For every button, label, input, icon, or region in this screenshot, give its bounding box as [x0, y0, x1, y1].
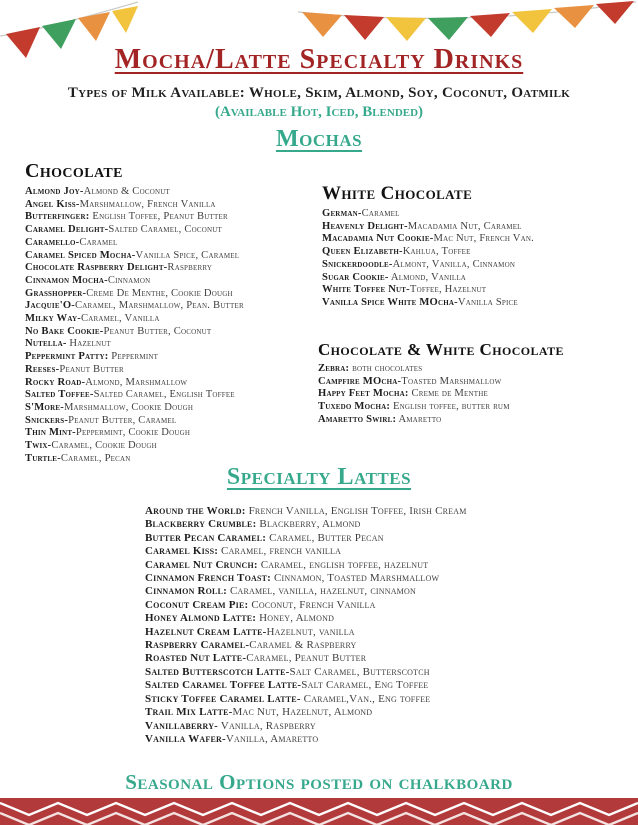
- seasonal-options-note: Seasonal Options posted on chalkboard: [125, 770, 513, 794]
- item-description: Peppermint: [108, 351, 159, 363]
- item-name: German-: [322, 208, 362, 219]
- item-name: Caramello-: [25, 236, 80, 248]
- menu-item: [318, 401, 636, 414]
- item-name: White Toffee Nut-: [322, 284, 410, 296]
- item-name: Cinnamon Mocha-: [25, 274, 108, 286]
- menu-item: [25, 326, 321, 339]
- item-name: Vanillaberry-: [145, 719, 219, 732]
- menu-item: [25, 338, 321, 351]
- item-name: Nutella-: [25, 338, 67, 350]
- menu-item: [25, 364, 321, 377]
- item-description: Caramel: [361, 208, 400, 219]
- bunting-flags-right-icon: [298, 0, 638, 44]
- item-description: Creme De Menthe, Cookie Dough: [86, 287, 233, 299]
- item-description: Mac Nut, Hazelnut, Almond: [232, 706, 373, 719]
- item-name: Caramel Kiss:: [145, 545, 219, 558]
- item-description: Caramel, Marshmallow, Pean. Butter: [75, 300, 244, 312]
- menu-item: [25, 275, 321, 288]
- menu-item: [145, 518, 631, 531]
- item-description: Toffee, Hazelnut: [409, 284, 487, 296]
- item-name: Sugar Cookie-: [322, 271, 389, 283]
- item-description: Salt Caramel, Butterscotch: [289, 665, 430, 678]
- item-name: Salted Butterscotch Latte-: [145, 665, 290, 678]
- item-name: Caramel Spiced Mocha-: [25, 249, 136, 261]
- menu-item: [145, 599, 631, 612]
- item-description: Caramel, french vanilla: [218, 545, 342, 558]
- item-name: Butter Pecan Caramel:: [145, 531, 267, 544]
- item-description: English toffee, butter rum: [390, 401, 510, 413]
- menu-item: [25, 186, 321, 199]
- menu-item: [25, 377, 321, 390]
- menu-item: [145, 505, 631, 518]
- chocolate-and-white-mochas-list: [318, 363, 636, 427]
- item-description: Caramel, Vanilla: [80, 313, 160, 325]
- item-name: Zebra:: [318, 363, 350, 374]
- item-name: Macadamia Nut Cookie-: [322, 233, 434, 245]
- item-description: Vanilla, Raspberry: [218, 719, 316, 732]
- item-description: Almont, Vanilla, Cinnamon: [392, 258, 516, 270]
- chocolate-and-white-heading: Chocolate & White Chocolate: [318, 340, 564, 359]
- menu-item: [145, 559, 631, 572]
- item-description: Caramel, vanilla, hazelnut, cinnamon: [227, 585, 416, 598]
- menu-item: [322, 272, 634, 285]
- item-name: Raspberry Caramel-: [145, 639, 250, 652]
- item-description: Peanut Butter, Coconut: [103, 325, 212, 337]
- item-name: Heavenly Delight-: [322, 220, 408, 232]
- menu-item: [318, 388, 636, 401]
- item-description: both chocolates: [349, 363, 423, 374]
- item-name: Angel Kiss-: [25, 198, 80, 210]
- menu-item: [145, 733, 631, 746]
- item-description: Cinnamon, Toasted Marshmallow: [271, 572, 440, 585]
- menu-item: [318, 376, 636, 389]
- menu-item: [25, 237, 321, 250]
- item-name: Tuxedo Mocha:: [318, 401, 391, 413]
- item-description: Caramel, Cookie Dough: [51, 440, 157, 452]
- mochas-section-heading: Mochas: [275, 126, 363, 152]
- menu-item: [25, 313, 321, 326]
- menu-item: [145, 652, 631, 665]
- item-name: Butterfinger:: [25, 211, 90, 223]
- item-name: Caramel Nut Crunch:: [145, 558, 258, 571]
- menu-item: [25, 262, 321, 275]
- menu-item: [145, 572, 631, 585]
- menu-item: [145, 666, 631, 679]
- item-description: Blackberry, Almond: [256, 518, 361, 531]
- item-name: Jacquie'O-: [25, 300, 76, 312]
- item-name: Hazelnut Cream Latte-: [145, 625, 267, 638]
- item-description: Vanilla, Amaretto: [225, 732, 319, 745]
- item-name: Thin Mint-: [25, 427, 76, 439]
- item-description: English Toffee, Peanut Butter: [89, 211, 228, 223]
- menu-item: [145, 612, 631, 625]
- item-name: Reeses-: [25, 363, 60, 375]
- item-name: Cinnamon Roll:: [145, 585, 227, 598]
- menu-item: [318, 363, 636, 376]
- item-description: Caramel, Pecan: [60, 452, 131, 464]
- menu-item: [25, 224, 321, 237]
- item-name: Roasted Nut Latte-: [145, 652, 247, 665]
- menu-item: [25, 351, 321, 364]
- menu-item: [145, 545, 631, 558]
- chocolate-mochas-column: [25, 160, 321, 465]
- specialty-lattes-list: [145, 505, 631, 746]
- item-name: Snickerdoodle-: [322, 258, 393, 270]
- white-chocolate-mochas-column: [322, 183, 634, 310]
- item-name: Turtle-: [25, 452, 61, 464]
- milk-options-line: Types of Milk Available: Whole, Skim, Almond, Soy, Coconut, Oatmilk: [67, 85, 571, 101]
- item-name: Grasshopper-: [25, 287, 87, 299]
- menu-item: [25, 288, 321, 301]
- menu-item: [145, 720, 631, 733]
- menu-item: [145, 706, 631, 719]
- item-description: Salted Caramel, Coconut: [108, 224, 223, 236]
- item-description: Marshmallow, French Vanilla: [79, 198, 216, 210]
- item-description: Hazelnut, vanilla: [266, 625, 355, 638]
- chocolate-mochas-list: [25, 186, 321, 465]
- item-name: Happy Feet Mocha:: [318, 388, 409, 400]
- menu-item: [25, 300, 321, 313]
- item-description: Caramel & Raspberry: [249, 639, 357, 652]
- item-description: Caramel: [79, 236, 118, 248]
- item-name: Vanilla Spice White MOcha-: [322, 296, 458, 308]
- item-name: Blackberry Crumble:: [145, 518, 257, 531]
- item-description: Creme de Menthe: [408, 388, 488, 400]
- item-name: Trail Mix Latte-: [145, 706, 233, 719]
- menu-item: [25, 199, 321, 212]
- menu-item: [322, 284, 634, 297]
- item-description: Almond, Vanilla: [388, 271, 467, 283]
- chocolate-heading: Chocolate: [25, 160, 123, 182]
- item-description: Almond & Coconut: [83, 186, 170, 197]
- menu-item: [322, 259, 634, 272]
- item-description: Peppermint, Cookie Dough: [75, 427, 191, 439]
- item-name: Sticky Toffee Caramel Latte-: [145, 692, 301, 705]
- item-name: Amaretto Swirl:: [318, 413, 397, 425]
- item-description: Almond, Marshmallow: [85, 376, 188, 388]
- page-title: Mocha/Latte Specialty Drinks: [114, 44, 524, 75]
- item-description: Caramel,Van., Eng toffee: [300, 692, 431, 705]
- item-description: Macadamia Nut, Caramel: [407, 220, 522, 232]
- menu-item: [322, 246, 634, 259]
- item-description: Marshmallow, Cookie Dough: [63, 401, 194, 413]
- item-description: Caramel, english toffee, hazelnut: [257, 558, 429, 571]
- item-description: Coconut, French Vanilla: [248, 598, 376, 611]
- menu-item: [145, 585, 631, 598]
- menu-item: [25, 427, 321, 440]
- menu-item: [322, 221, 634, 234]
- item-name: Rocky Road-: [25, 376, 86, 388]
- item-name: Around the World:: [145, 505, 246, 517]
- item-name: No Bake Cookie-: [25, 325, 104, 337]
- item-description: Vanilla Spice, Caramel: [135, 249, 240, 261]
- item-name: Twix-: [25, 440, 52, 452]
- item-name: Campfire MOcha-: [318, 375, 402, 387]
- menu-item: [25, 440, 321, 453]
- menu-item: [318, 414, 636, 427]
- item-description: Caramel, Butter Pecan: [266, 531, 384, 544]
- item-name: Honey Almond Latte:: [145, 612, 257, 625]
- item-description: Toasted Marshmallow: [401, 375, 502, 387]
- item-description: Mac Nut, French Van.: [433, 233, 535, 245]
- item-name: Caramel Delight-: [25, 224, 109, 236]
- item-description: Amaretto: [396, 413, 442, 425]
- item-description: Caramel, Peanut Butter: [246, 652, 367, 665]
- item-description: Kahlua, Toffee: [402, 246, 471, 258]
- chevron-border-icon: [0, 798, 638, 825]
- item-description: Salted Caramel, English Toffee: [93, 389, 235, 401]
- item-name: Peppermint Patty:: [25, 351, 109, 363]
- menu-item: [322, 208, 634, 221]
- menu-item: [25, 389, 321, 402]
- white-chocolate-mochas-list: [322, 208, 634, 310]
- item-description: Peanut Butter, Caramel: [68, 414, 177, 426]
- item-name: Almond Joy-: [25, 186, 84, 197]
- item-description: Salt Caramel, Eng Toffee: [301, 679, 429, 692]
- item-name: Queen Elizabeth-: [322, 246, 403, 258]
- menu-item: [25, 211, 321, 224]
- chocolate-and-white-mochas-column: [318, 340, 636, 427]
- menu-item: [145, 532, 631, 545]
- menu-item: [145, 639, 631, 652]
- menu-item: [25, 250, 321, 263]
- item-name: Salted Caramel Toffee Latte-: [145, 679, 302, 692]
- item-description: Peanut Butter: [59, 363, 124, 375]
- availability-line: (Available Hot, Iced, Blended): [214, 104, 424, 120]
- menu-item: [145, 693, 631, 706]
- item-name: Milky Way-: [25, 313, 81, 325]
- item-description: Vanilla Spice: [457, 296, 518, 308]
- item-name: Vanilla Wafer-: [145, 732, 226, 745]
- menu-item: [25, 402, 321, 415]
- item-description: Honey, Almond: [256, 612, 335, 625]
- specialty-lattes-heading: Specialty Lattes: [226, 464, 412, 490]
- item-name: Salted Toffee-: [25, 389, 94, 401]
- menu-item: [322, 233, 634, 246]
- menu-item: [25, 415, 321, 428]
- item-description: Hazelnut: [66, 338, 111, 350]
- menu-item: [145, 679, 631, 692]
- menu-item: [145, 626, 631, 639]
- white-chocolate-heading: White Chocolate: [322, 183, 473, 204]
- menu-item: [322, 297, 634, 310]
- item-description: Raspberry: [167, 262, 213, 274]
- item-name: Chocolate Raspberry Delight-: [25, 262, 168, 274]
- item-name: Cinnamon French Toast:: [145, 572, 272, 585]
- item-name: Snickers-: [25, 414, 69, 426]
- item-name: S'More-: [25, 401, 64, 413]
- item-name: Coconut Cream Pie:: [145, 598, 249, 611]
- item-description: French Vanilla, English Toffee, Irish Cream: [245, 505, 467, 517]
- item-description: Cinnamon: [107, 274, 151, 286]
